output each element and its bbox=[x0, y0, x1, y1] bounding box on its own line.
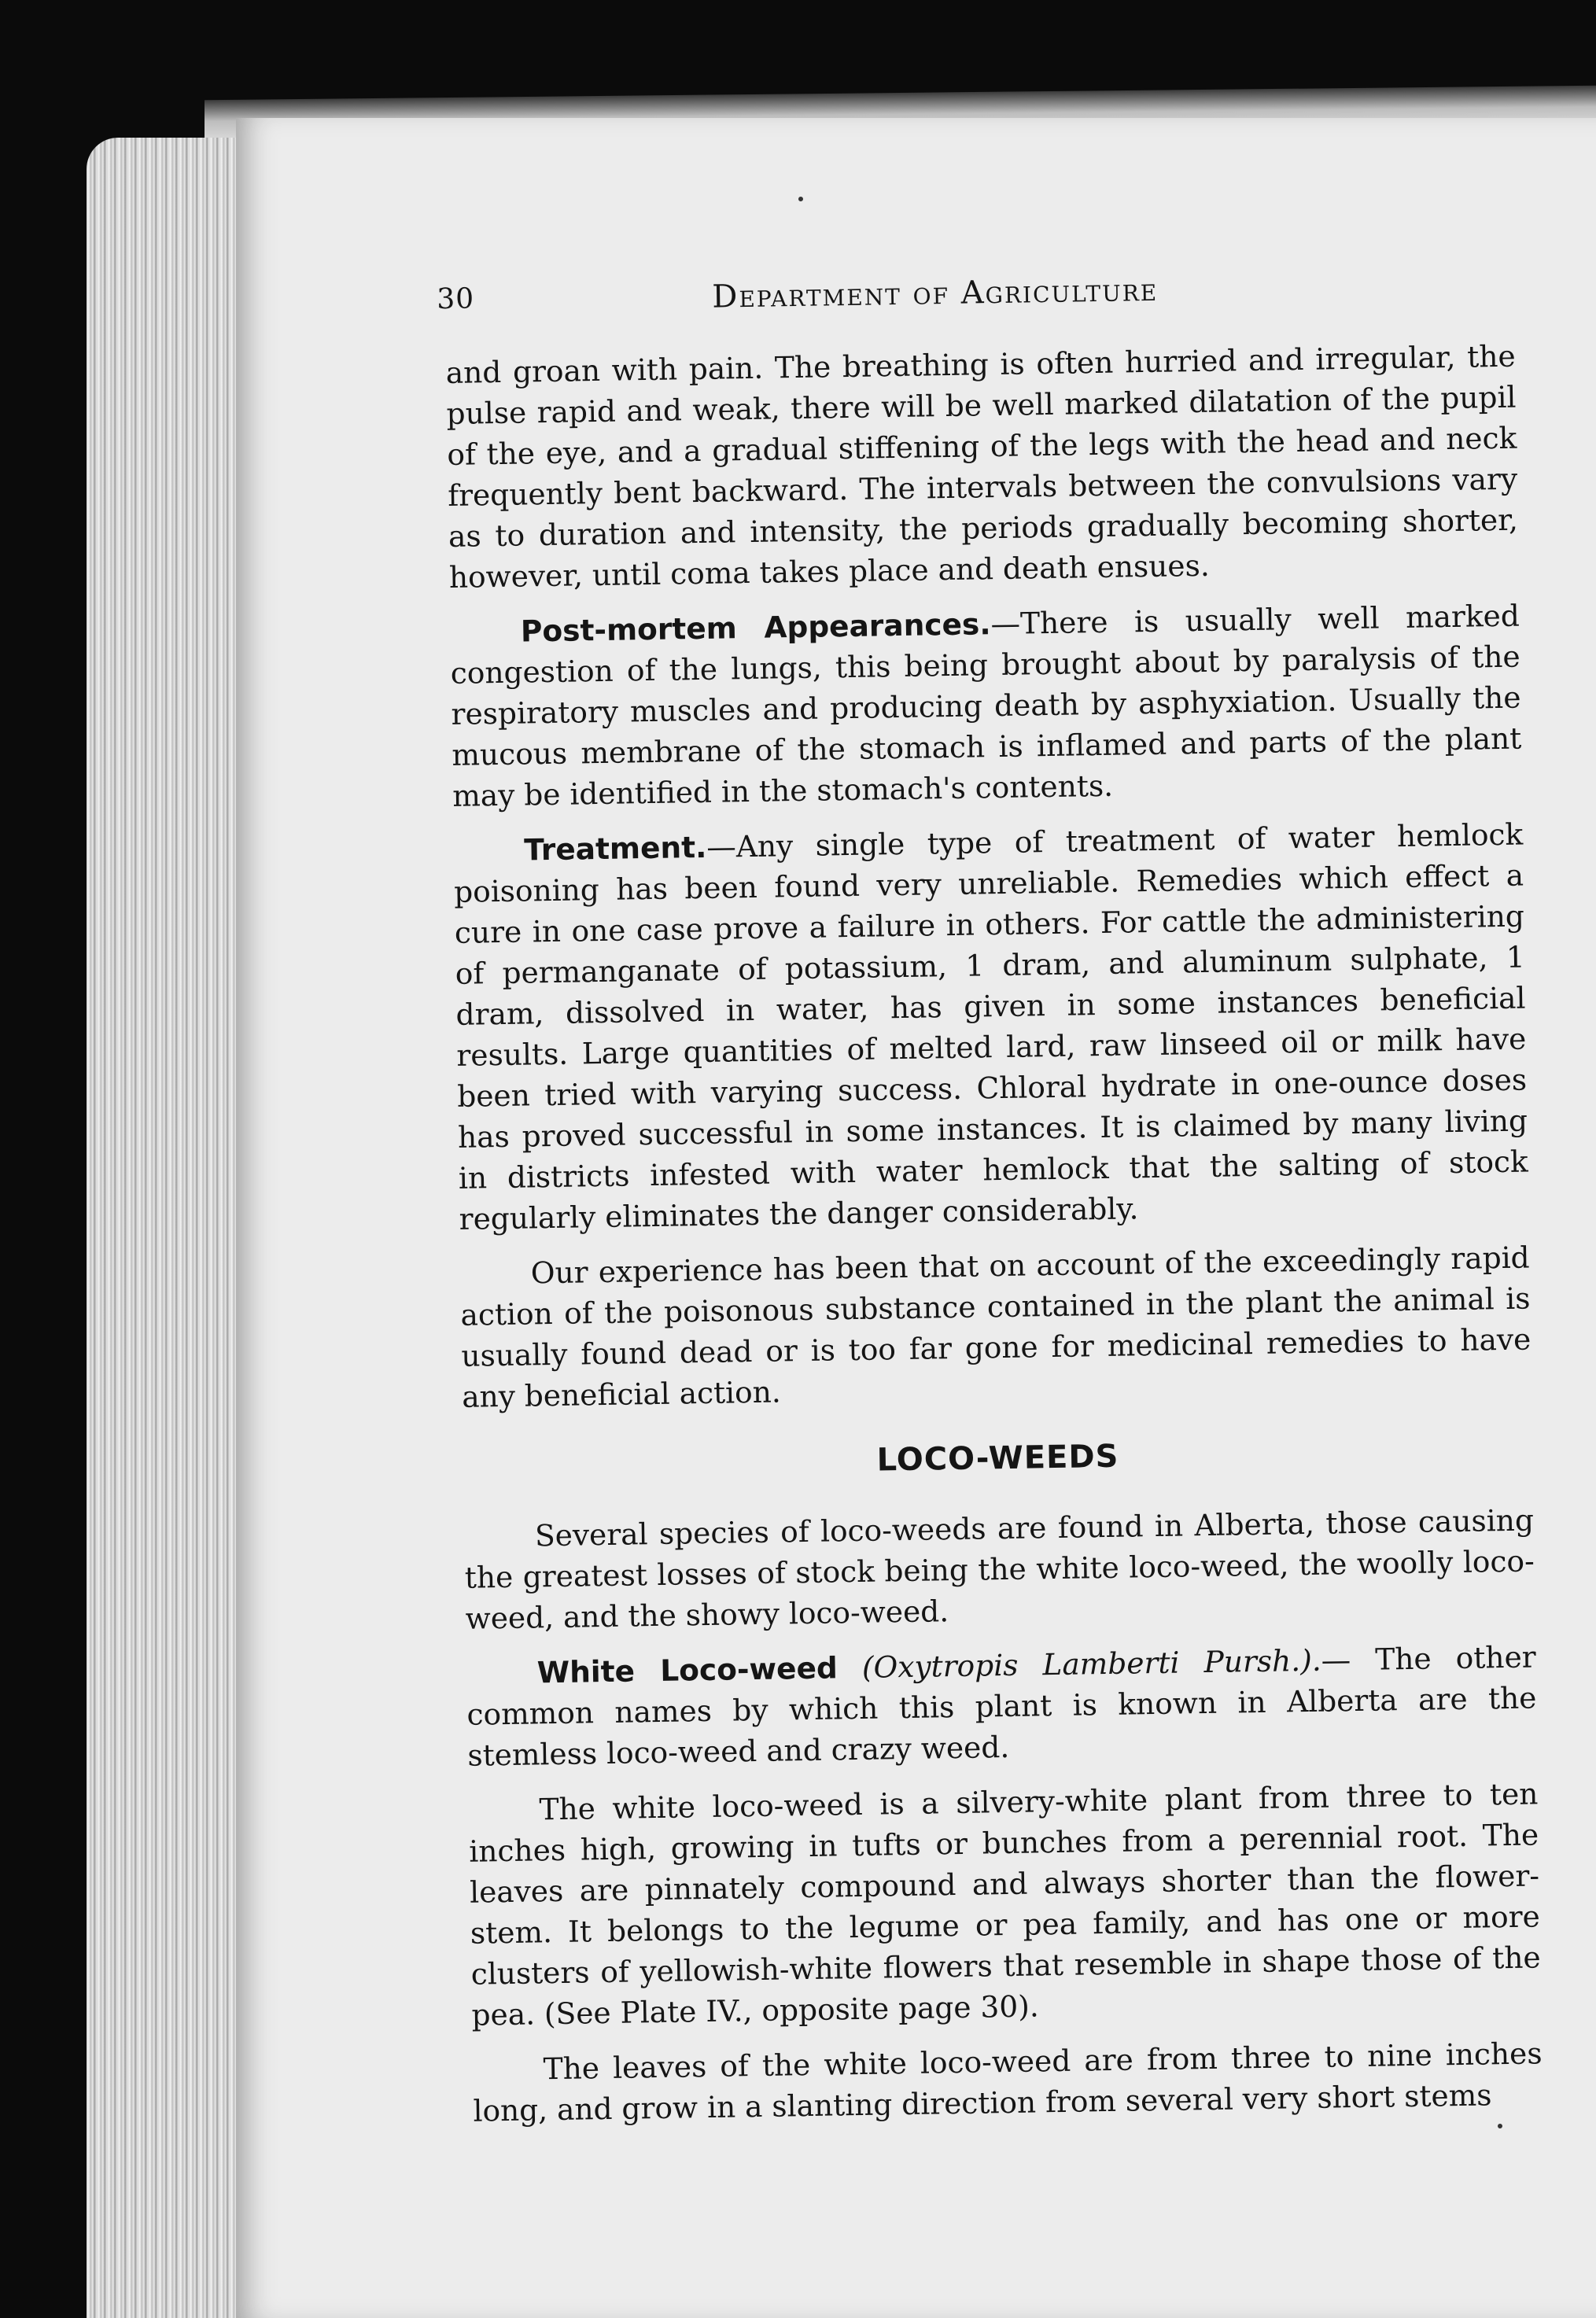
running-head-title: Department of Agriculture bbox=[711, 271, 1159, 315]
section-heading: LOCO-WEEDS bbox=[876, 1438, 1119, 1479]
run-in-heading: Post-mortem Appearances. bbox=[520, 606, 991, 649]
paragraph-post-mortem bbox=[450, 595, 1523, 816]
paragraph: Several species of loco-weeds are found in Alberta, those causing the greatest losses of stock being the white loco-weed, the woolly loco-weed, and the showy loco-weed. bbox=[464, 1502, 1535, 1636]
paragraph-text: —Any single type of treatment of water hemlock poisoning has been found very unreliable. Remedies which effect a cure in one case prove a failure in others. For cattle the administering of permanganate of potassium, 1 dram, and aluminum sulphate, 1 dram, dissolved in water, has given in some instances beneficial results. Large quantities of melted lard, raw linseed oil or milk have been tried with varying success. Chloral hydrate in one-ounce doses has proved successful in some instances. It is claimed by many living in districts infested with water hemlock that the salting of stock regularly eliminates the danger considerably. bbox=[453, 816, 1529, 1236]
paragraph-text: — The other common names by which this plant is known in Alberta are the stemless loco-weed and crazy weed. bbox=[466, 1639, 1537, 1773]
scientific-name: (Oxytropis Lamberti Pursh.). bbox=[861, 1642, 1322, 1685]
page-number: 30 bbox=[437, 282, 475, 316]
paragraph: and groan with pain. The breathing is often hurried and irregular, the pulse rapid and weak, there will be well marked dilatation of the pupil of the eye, and a gradual stiffening of the legs with the head and neck frequently bent backward. The intervals between the convulsions vary as to duration and intensity, the periods gradually becoming shorter, however, until coma takes place and death ensues. bbox=[445, 338, 1519, 595]
paragraph: The white loco-weed is a silvery-white plant from three to ten inches high, growing in tufts or bunches from a perennial root. The leaves are pinnately compound and always shorter than the flower-stem. It belongs to the legume or pea family, and has one or more clusters of yellowish-white flowers that resemble in shape those of the pea. (See Plate IV., opposite page 30). bbox=[468, 1776, 1541, 2032]
run-in-heading: Treatment. bbox=[523, 829, 707, 868]
paragraph: The leaves of the white loco-weed are from three to nine inches long, and grow in a slanting direction from several very short stems bbox=[473, 2036, 1543, 2128]
paragraph-white-loco-weed bbox=[466, 1636, 1537, 1775]
paragraph-treatment bbox=[453, 814, 1529, 1240]
speck bbox=[1498, 2124, 1502, 2128]
paragraph-text: —There is usually well marked congestion of the lungs, this being brought about by paralysis of the respiratory muscles and producing death by asphyxiation. Usually the mucous membrane of the stomach is inflamed and parts of the plant may be identified in the stomach's contents. bbox=[450, 598, 1522, 813]
paragraph: Our experience has been that on account of the exceedingly rapid action of the poisonous substance contained in the plant the animal is usually found dead or is too far gone for medicinal remedies to have any beneficial action. bbox=[460, 1240, 1531, 1414]
run-in-heading: White Loco-weed bbox=[536, 1650, 839, 1690]
page-content bbox=[437, 267, 1543, 2132]
page-edges bbox=[87, 138, 260, 2318]
speck bbox=[798, 197, 803, 201]
